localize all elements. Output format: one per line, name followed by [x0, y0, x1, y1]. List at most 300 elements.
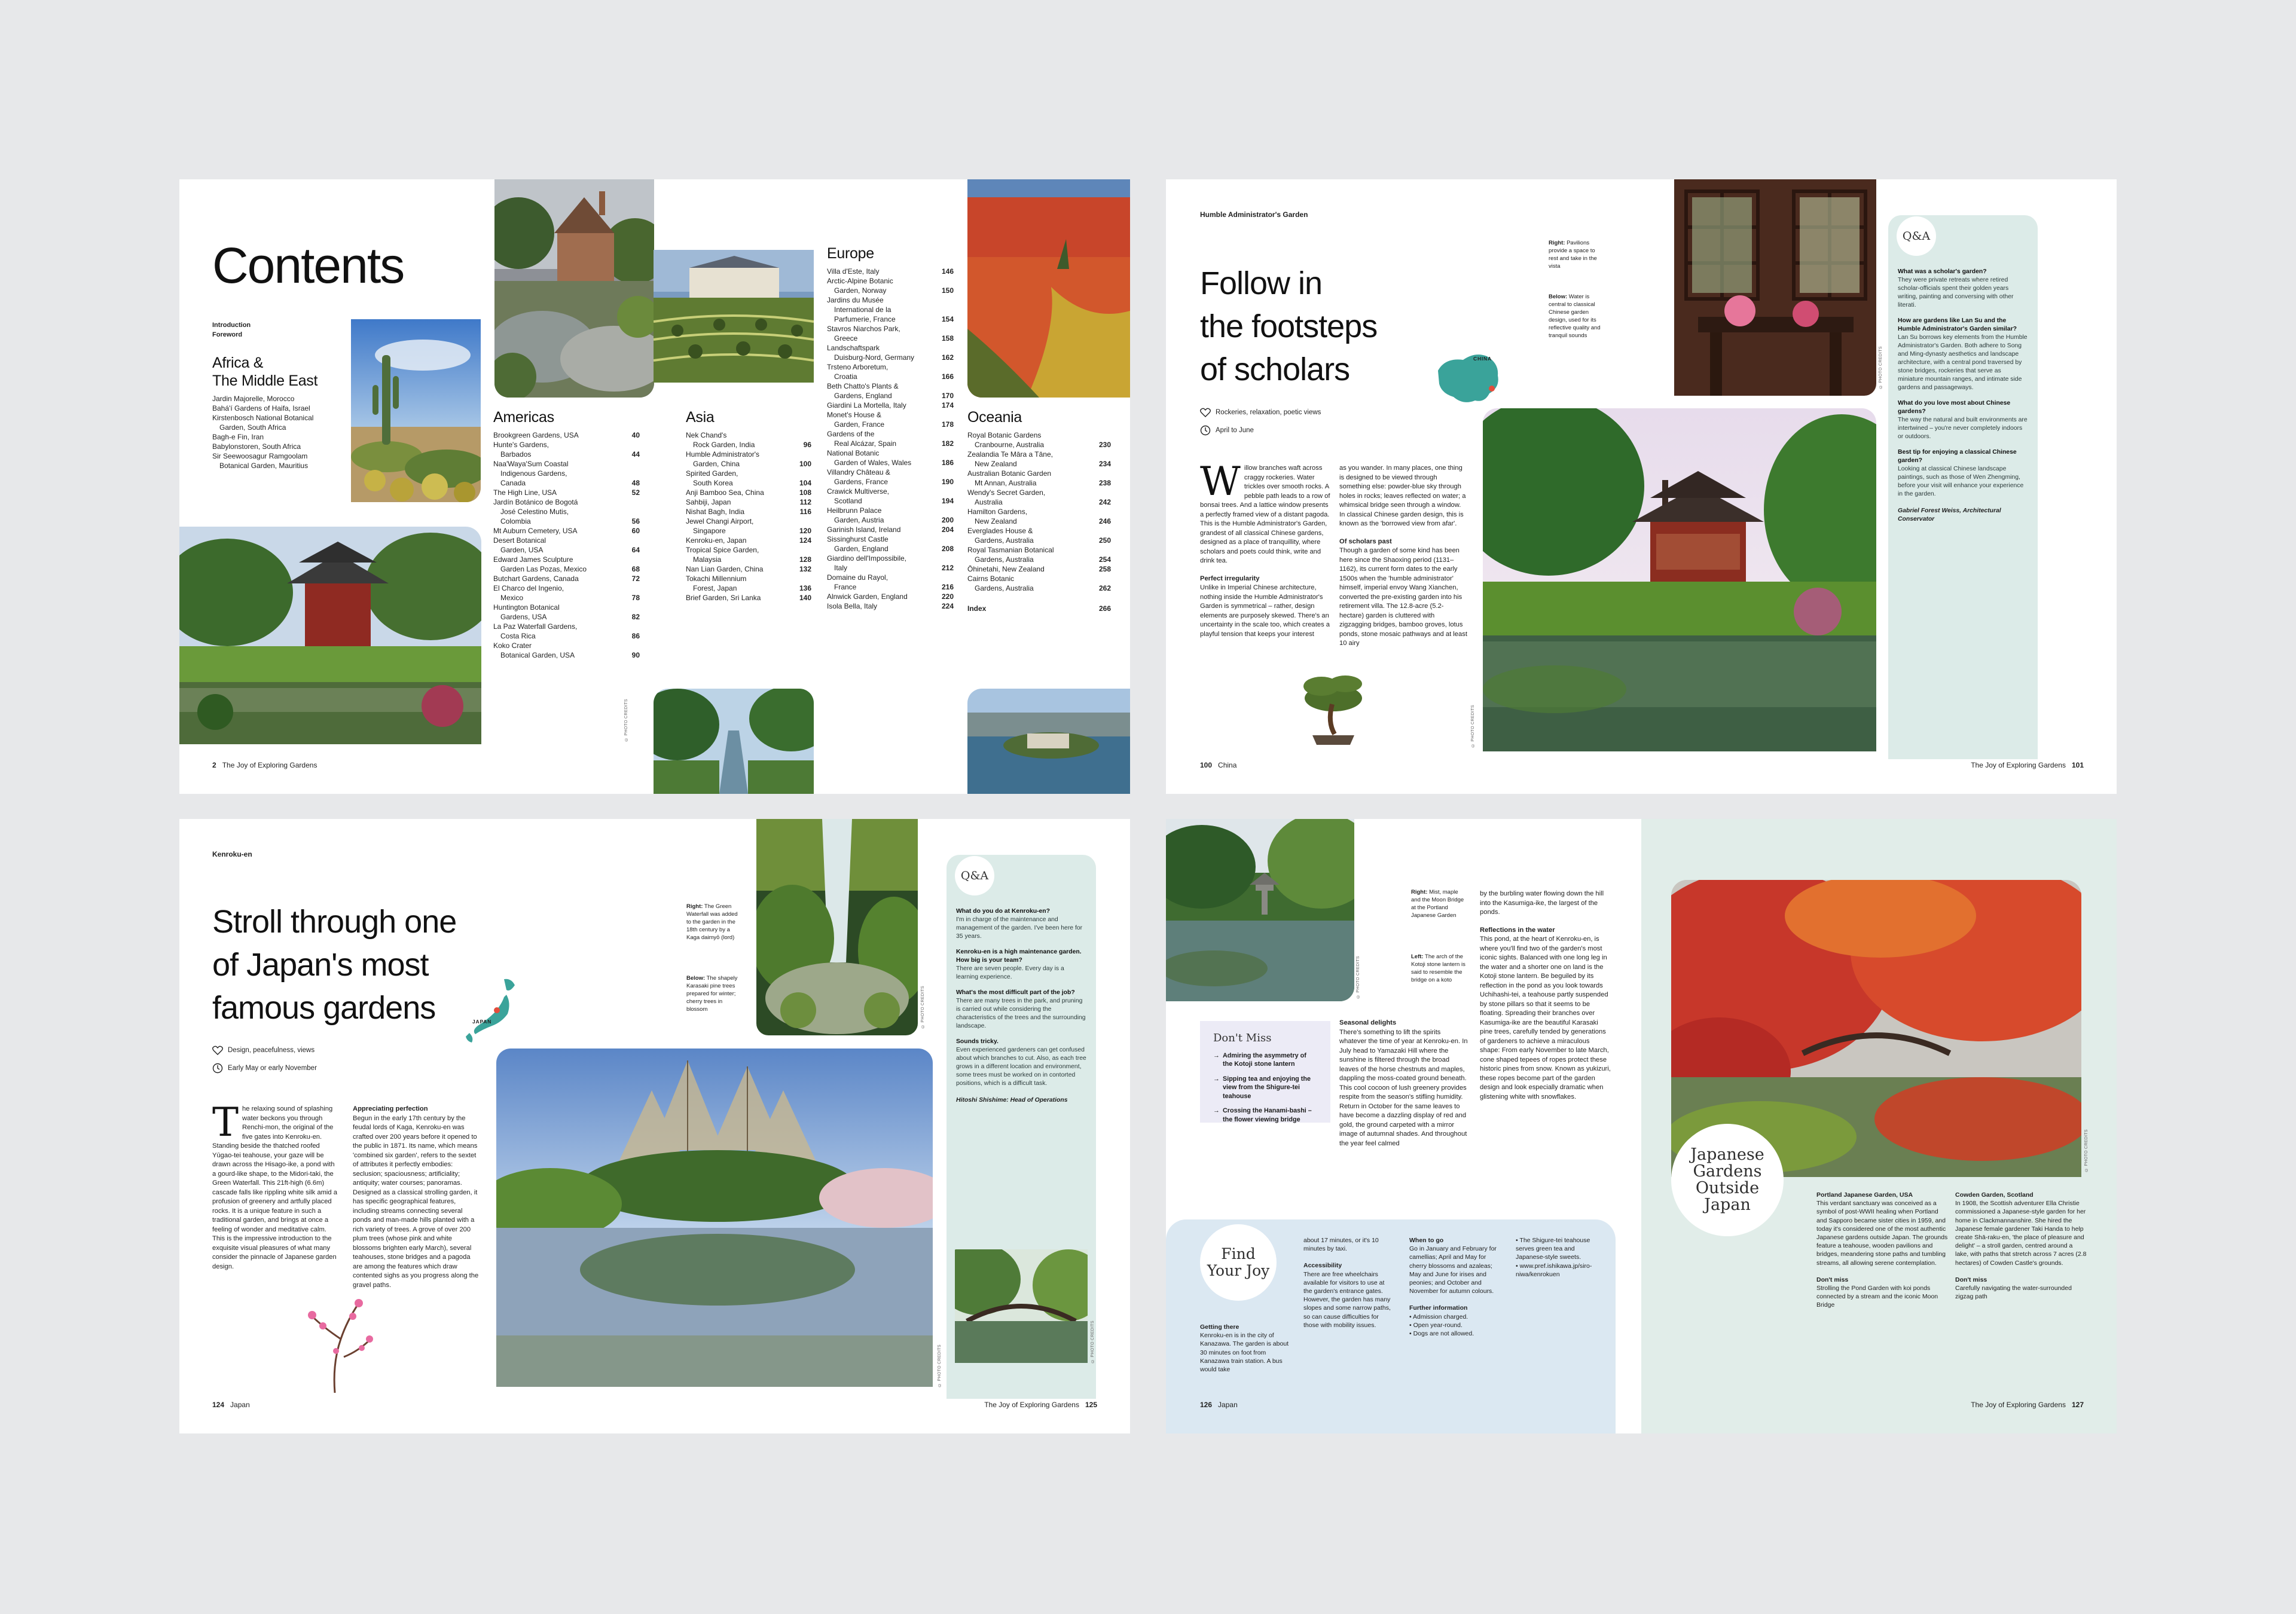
toc-row[interactable]	[493, 507, 640, 516]
toc-row[interactable]	[827, 525, 954, 534]
toc-row[interactable]	[212, 451, 371, 461]
toc-entry-name: France	[834, 583, 857, 591]
toc-row[interactable]	[493, 555, 640, 564]
toc-entry-name: Garden Las Pozas, Mexico	[500, 565, 587, 573]
bullet-item: • Dogs are not allowed.	[1409, 1330, 1474, 1338]
qa-answer: They were private retreats where retired scholar-officials spent their golden years writing, painting and conversing with other literati.	[1898, 277, 2014, 308]
toc-row[interactable]	[212, 432, 371, 442]
getting-there: Getting there Kenroku-en is in the city of Kanazawa. The garden is about 30 minutes on foot from Kanazawa train station. A bus would take	[1200, 1323, 1289, 1374]
toc-row[interactable]	[686, 593, 811, 603]
toc-entry-name: Nek Chand's	[686, 431, 727, 439]
contents-title: Contents	[212, 237, 404, 294]
toc-row-index[interactable]: Index 266	[967, 604, 1111, 613]
toc-entry-name: Bagh-e Fin, Iran	[212, 433, 264, 441]
toc-entry-page	[625, 459, 640, 469]
toc-row[interactable]	[686, 497, 811, 507]
toc-entry-name: Parfumerie, France	[834, 315, 896, 323]
toc-entry-name: Everglades House &	[967, 527, 1033, 535]
toc-row[interactable]	[493, 469, 640, 478]
toc-entry-name: Zealandia Te Māra a Tāne,	[967, 450, 1053, 458]
toc-entry-page	[939, 506, 954, 515]
toc-row[interactable]	[827, 314, 954, 324]
toc-entry-name: Barbados	[500, 450, 532, 458]
toc-entry-page	[625, 603, 640, 612]
toc-row[interactable]	[967, 526, 1111, 536]
running-head: Kenroku-en	[212, 850, 252, 858]
toc-entry-name: Arctic-Alpine Botanic	[827, 277, 893, 285]
toc-entry-page	[797, 450, 811, 459]
toc-entry-page: 224	[941, 602, 954, 610]
toc-entry-page: 186	[941, 458, 954, 467]
toc-row[interactable]	[827, 334, 954, 343]
toc-row[interactable]	[493, 430, 640, 440]
toc-row[interactable]	[827, 506, 954, 515]
clock-icon	[212, 1062, 228, 1074]
toc-entry-name: Gardens of the	[827, 430, 875, 438]
toc-row[interactable]	[967, 574, 1111, 583]
toc-entry-page: 124	[799, 536, 811, 545]
toc-entry-page: 250	[1098, 536, 1111, 545]
toc-row[interactable]	[827, 295, 954, 305]
toc-entry-name: Villandry Château &	[827, 468, 890, 476]
toc-row[interactable]	[827, 410, 954, 420]
toc-row[interactable]	[827, 573, 954, 582]
folio-right: The Joy of Exploring Gardens 101	[1971, 761, 2084, 769]
toc-entry-name: Nan Lian Garden, China	[686, 565, 764, 573]
folio-left: 126 Japan	[1200, 1401, 1238, 1409]
toc-row[interactable]	[827, 487, 954, 496]
toc-row[interactable]	[686, 516, 811, 526]
toc-row[interactable]	[686, 564, 811, 574]
folio-right: The Joy of Exploring Gardens 125	[984, 1401, 1097, 1409]
toc-entry-page: 254	[1098, 555, 1111, 564]
toc-row[interactable]	[493, 488, 640, 497]
toc-row[interactable]	[827, 448, 954, 458]
toc-row[interactable]	[493, 622, 640, 631]
toc-entry-page: 162	[941, 353, 954, 362]
toc-row[interactable]	[493, 574, 640, 583]
toc-row[interactable]	[493, 440, 640, 450]
toc-row[interactable]	[827, 267, 954, 276]
toc-entry-page	[625, 583, 640, 593]
toc-entry-name: International de la	[834, 305, 891, 314]
toc-row[interactable]	[686, 478, 811, 488]
toc-entry-page: 96	[803, 441, 811, 449]
toc-entry-page	[625, 497, 640, 507]
toc-entry-page	[625, 536, 640, 545]
toc-entry-page: 234	[1098, 460, 1111, 468]
japan-locator-map	[451, 967, 535, 1051]
toc-entry-name: Giardini La Mortella, Italy	[827, 401, 906, 409]
toc-entry-page: 82	[631, 613, 640, 621]
toc-entry-name: Crawick Multiverse,	[827, 487, 890, 496]
toc-entry-page	[939, 554, 954, 563]
toc-entry-name: Villa d'Este, Italy	[827, 267, 880, 276]
toc-entry-name: The High Line, USA	[493, 488, 557, 497]
toc-row[interactable]	[827, 276, 954, 286]
toc-entry-name: Beth Chatto's Plants &	[827, 382, 899, 390]
chateau-garden-photo	[654, 250, 814, 383]
bullet-item: • The Shigure-tei teahouse serves green tea and Japanese-style sweets.	[1516, 1237, 1590, 1261]
qa-answer: There are many trees in the park, and pruning is carried out while considering the characteristics of the trees and the surrounding landscape.	[956, 998, 1086, 1029]
toc-entry-page: 86	[631, 632, 640, 640]
toc-row[interactable]	[827, 439, 954, 448]
toc-entry-page: 78	[631, 594, 640, 602]
meta-when: April to June	[1200, 424, 1254, 436]
toc-row[interactable]	[967, 459, 1111, 469]
toc-row[interactable]	[827, 381, 954, 391]
toc-row[interactable]	[493, 612, 640, 622]
toc-entry-name: Sahbiji, Japan	[686, 498, 731, 506]
toc-entry-name: Gardens, Australia	[975, 555, 1034, 564]
toc-entry-name: Hunte's Gardens,	[493, 441, 549, 449]
toc-row[interactable]	[827, 401, 954, 410]
toc-entry-page: 178	[941, 420, 954, 429]
toc-entry-page	[939, 573, 954, 582]
toc-row[interactable]	[686, 545, 811, 555]
humble-administrator-spread	[1166, 179, 2117, 794]
toc-entry-page	[625, 641, 640, 650]
toc-row[interactable]	[686, 469, 811, 478]
toc-row[interactable]	[967, 440, 1111, 450]
toc-row[interactable]	[967, 516, 1111, 526]
pavilion-pond-photo	[1483, 408, 1876, 751]
toc-entry-page: 212	[941, 564, 954, 572]
toc-entry-page	[797, 574, 811, 583]
qa-answer: Even experienced gardeners can get confused about which branches to cut. Also, as each tree grows in a different location and environment, some trees must be worked on in contorted positions, which is a difficult task.	[956, 1047, 1086, 1087]
toc-entry-name: Garden, France	[834, 420, 885, 429]
photo-credit: © PHOTO CREDITS	[1356, 956, 1360, 998]
toc-entry-page: 52	[631, 488, 640, 497]
toc-row[interactable]	[493, 593, 640, 603]
toc-entry-name: Colombia	[500, 517, 531, 525]
toc-row[interactable]	[212, 394, 371, 404]
kotoji-lantern-photo	[1166, 819, 1354, 1001]
toc-row[interactable]	[686, 440, 811, 450]
toc-entry-name: Tokachi Millennium	[686, 574, 747, 583]
toc-row[interactable]	[686, 507, 811, 516]
toc-row[interactable]	[827, 343, 954, 353]
toc-section-americas: Americas Brookgreen Gardens, USA 40 Hunte's Gardens, Barbados 44 Naa'Waya'Sum Coastal Indigenous Gardens, Canada 48 The High Line, USA 52 Jardín Botánico de Bogotá José Celestino Mutis, Colombia 56 Mt Auburn Cemetery, USA 60 Desert Botanical Garden, USA 64 Edward James Sculpture Garden Las Pozas, Mexico 68 Butchart Gardens, Canada 72 El Charco del Ingenio, Mexico 78 Huntington Botanical Gardens, USA 82 La Paz Waterfall Gardens, Costa Rica 86 Koko Crater Botanical Garden, USA 90	[493, 409, 640, 659]
folio-right: The Joy of Exploring Gardens 127	[1971, 1401, 2084, 1409]
toc-entry-page: 238	[1098, 479, 1111, 487]
toc-entry-name: Domaine du Rayol,	[827, 573, 889, 582]
qa-question: Best tip for enjoying a classical Chinese garden?	[1898, 449, 2017, 464]
toc-entry-name: Botanical Garden, USA	[500, 651, 575, 659]
side-panel-title: Japanese Gardens Outside Japan	[1671, 1124, 1784, 1236]
photo-credit: © PHOTO CREDITS	[2084, 1129, 2089, 1172]
toc-entry-page	[939, 276, 954, 286]
toc-row[interactable]	[493, 526, 640, 536]
toc-row[interactable]	[827, 458, 954, 467]
toc-row[interactable]	[686, 536, 811, 545]
toc-row[interactable]	[686, 488, 811, 497]
toc-entry-page: 166	[941, 372, 954, 381]
toc-entry-name: Jardins du Musée	[827, 296, 884, 304]
toc-row[interactable]	[212, 442, 371, 451]
toc-entry-name: Garden of Wales, Wales	[834, 458, 912, 467]
toc-entry-page: 150	[941, 286, 954, 295]
toc-row[interactable]	[493, 450, 640, 459]
toc-entry-name: La Paz Waterfall Gardens,	[493, 622, 578, 631]
toc-entry-name: Trsteno Arboretum,	[827, 363, 889, 371]
toc-row[interactable]	[493, 583, 640, 593]
toc-row[interactable]: Introduction	[212, 322, 251, 329]
toc-row[interactable]	[827, 563, 954, 573]
toc-entry-name: Ōhinetahi, New Zealand	[967, 565, 1045, 573]
dont-miss-box	[1200, 1021, 1330, 1123]
photo-credit: © PHOTO CREDITS	[1471, 705, 1475, 747]
toc-row[interactable]	[827, 372, 954, 381]
toc-row[interactable]	[686, 574, 811, 583]
cowden-entry: Cowden Garden, Scotland In 1908, the Scottish adventurer Ella Christie commissioned a Japanese-style garden for her home in Clackmannanshire. She hired the Japanese female gardener Taki Handa to help create Shā-raku-en, 'the place of pleasure and delight' – a stroll garden, centred around a lake, with paths that stretch across 7 acres (2.8 hectares) of Cowden Castle's grounds. Don't miss Carefully navigating the water-surrounded zigzag path	[1955, 1191, 2087, 1301]
toc-entry-name: New Zealand	[975, 517, 1017, 525]
portland-entry: Portland Japanese Garden, USA This verdant sanctuary was conceived as a symbol of post-WWII healing when Portland and Sapporo became sister cities in 1959, and today it's considered one of the most authentic Japanese gardens outside Japan. The grounds feature a teahouse, wooden pavilions and bridges, meandering stone paths and tumbling streams, all allowing serene contemplation. Don't miss Strolling the Pond Garden with koi ponds connected by a stream and the iconic Moon Bridge	[1816, 1191, 1948, 1309]
caption-below: Below: Water is central to classical Chinese garden design, used for its reflective quality and tranquil sounds	[1549, 294, 1601, 339]
toc-entry-name: Australian Botanic Garden	[967, 469, 1052, 478]
toc-row[interactable]	[967, 430, 1111, 440]
article-column-1: The relaxing sound of splashing water beckons you through Renchi-mon, the original of the five gates into Kenroku-en. Standing beside the thatched roofed Yūgao-tei teahouse, your gaze will be drawn across the Hisago-ike, a pond with a gourd-like shape, to the Midori-taki, the Green Waterfall. This 21ft-high (6.6m) cascade falls like rippling white silk amid a profusion of greenery and artfully placed rocks. It is a unique feature in such a traditional garden, and brings at once a feeling of wonder and meditative calm. This is the impressive introduction to the exquisite visual pleasures of what many consider the pinnacle of Japanese garden design.	[212, 1099, 337, 1270]
toc-row[interactable]	[827, 391, 954, 401]
article-column-2: Appreciating perfection Begun in the early 17th century by the feudal lords of Kaga, Kenroku-en was crafted over 200 years before it opened to the public in 1871. Its name, which means 'combined six garden', refers to the sextet of attributes it perfectly embodies: seclusion; spaciousness; artificiality; antiquity; water courses; panoramas. Designed as a classical strolling garden, it has specific geographical features, including streams connecting several ponds and man-made hills planted with a rich variety of trees. A grove of over 200 plum trees (whose pink and white blossoms brighten early March), several teahouses, stone bridges and a pagoda are among the features which draw contented sighs as you progress along the gravel paths.	[353, 1105, 479, 1289]
toc-entry-name: Botanical Garden, Mauritius	[219, 461, 309, 470]
toc-entry-name: Kirstenbosch National Botanical	[212, 414, 314, 422]
toc-row[interactable]	[827, 544, 954, 554]
toc-entry-name: Heilbrunn Palace	[827, 506, 882, 515]
toc-row[interactable]	[967, 555, 1111, 564]
bullet-item: • Admission charged.	[1409, 1313, 1468, 1320]
cottage-garden-photo	[494, 179, 654, 398]
toc-row[interactable]	[967, 469, 1111, 478]
photo-credit: © PHOTO CREDITS	[938, 1344, 942, 1387]
toc-entry-name: Italy	[834, 564, 848, 572]
photo-credit: © PHOTO CREDITS	[921, 986, 925, 1028]
bonsai-photo	[1297, 662, 1369, 752]
arrow-right-icon: →	[1213, 1075, 1220, 1083]
toc-entry-page	[939, 305, 954, 314]
heather-landscape-photo	[967, 179, 1130, 398]
toc-entry-name: Costa Rica	[500, 632, 536, 640]
toc-entry-name: Kenroku-en, Japan	[686, 536, 747, 545]
toc-entry-page	[625, 440, 640, 450]
toc-row[interactable]	[967, 564, 1111, 574]
toc-entry-page: 246	[1098, 517, 1111, 525]
toc-entry-name: Indigenous Gardens,	[500, 469, 567, 478]
toc-row[interactable]	[967, 450, 1111, 459]
toc-entry-page	[797, 545, 811, 555]
toc-entry-page: 108	[799, 488, 811, 497]
toc-row[interactable]	[967, 488, 1111, 497]
toc-row[interactable]	[827, 353, 954, 362]
toc-entry-name: Humble Administrator's	[686, 450, 759, 458]
qa-panel: What do you do at Kenroku-en? I'm in charge of the maintenance and management of the garden. I've been here for 35 years. Kenroku-en is a high maintenance garden. How big is your team? There are seven people. Every day is a learning experience. What's the most difficult part of the job? There are many trees in the park, and pruning is carried out while considering the characteristics of the trees and the surrounding landscape. Sounds tricky. Even experienced gardeners can get confused about which branches to cut. Also, as each tree grows in a different location and environment, some trees must be worked on in contorted positions, which is a difficult task. Hitoshi Shishime: Head of Operations	[947, 855, 1096, 1399]
toc-row[interactable]	[493, 536, 640, 545]
toc-entry-page: 146	[941, 267, 954, 276]
toc-entry-page: 204	[941, 525, 954, 534]
qa-question: Kenroku-en is a high maintenance garden. How big is your team?	[956, 949, 1082, 964]
toc-row[interactable]	[827, 362, 954, 372]
toc-row[interactable]	[493, 516, 640, 526]
toc-row[interactable]	[827, 324, 954, 334]
toc-entry-page	[939, 410, 954, 420]
toc-row[interactable]	[212, 404, 371, 413]
toc-row[interactable]	[967, 507, 1111, 516]
toc-entry-name: Royal Tasmanian Botanical	[967, 546, 1054, 554]
toc-entry-name: Nishat Bagh, India	[686, 508, 745, 516]
toc-row[interactable]	[686, 450, 811, 459]
toc-entry-page: 128	[799, 555, 811, 564]
toc-entry-page: 170	[941, 392, 954, 400]
toc-row[interactable]	[827, 429, 954, 439]
toc-intro	[212, 320, 371, 340]
toc-entry-name: Hamilton Gardens,	[967, 508, 1028, 516]
toc-row[interactable]	[827, 305, 954, 314]
toc-row[interactable]	[686, 583, 811, 593]
toc-entry-name: Babylonstoren, South Africa	[212, 442, 301, 451]
meta-tags: Design, peacefulness, views	[212, 1044, 315, 1056]
toc-entry-name: Garden, Norway	[834, 286, 887, 295]
toc-entry-name: Wendy's Secret Garden,	[967, 488, 1046, 497]
toc-entry-page: 174	[941, 401, 954, 409]
toc-entry-page: 100	[799, 460, 811, 468]
toc-row[interactable]	[212, 423, 371, 432]
toc-row[interactable]	[827, 534, 954, 544]
toc-entry-page: 132	[799, 565, 811, 573]
toc-entry-page: 44	[631, 450, 640, 458]
toc-row[interactable]	[493, 545, 640, 555]
qa-question: What was a scholar's garden?	[1898, 268, 1987, 275]
toc-row[interactable]: Foreword	[212, 331, 243, 338]
toc-row[interactable]	[493, 497, 640, 507]
article-title: Follow in the footsteps of scholars	[1200, 265, 1378, 387]
toc-entry-name: Forest, Japan	[693, 584, 737, 592]
toc-row[interactable]	[827, 554, 954, 563]
toc-row[interactable]	[827, 515, 954, 525]
toc-entry-name: El Charco del Ingenio,	[493, 584, 564, 592]
qa-answer: I'm in charge of the maintenance and management of the garden. I've been here for 35 years.	[956, 916, 1083, 940]
dont-miss-item	[1213, 1106, 1317, 1124]
toc-row[interactable]	[493, 650, 640, 660]
toc-entry-name: Australia	[975, 498, 1003, 506]
toc-row[interactable]	[686, 459, 811, 469]
toc-entry-name: Garden, Austria	[834, 516, 884, 524]
toc-row[interactable]	[827, 467, 954, 477]
toc-entry-page	[1097, 469, 1111, 478]
karasaki-pine-photo	[496, 1049, 933, 1387]
qa-panel: What was a scholar's garden? They were private retreats where retired scholar-officials spent their golden years writing, painting and conversing with other literati. How are gardens like Lan Su and the Humble Administrator's Garden similar? Lan Su borrows key elements from the Humble Administrator's Garden. Both adhere to Song and Ming-dynasty aesthetics and landscape architecture, with a central pond traversed by stone bridges, rockeries that serve as miniature mountain ranges, and intimate side gardens and passageways. What do you love most about Chinese gardens? The way the natural and built environments are intertwined – you're never completely indoors or outdoors. Best tip for enjoying a classical Chinese garden? Looking at classical Chinese landscape paintings, such as those of Wen Zhengming, before your visit will enhance your experience in the garden. Gabriel Forest Weiss, Architectural Conservator	[1888, 215, 2038, 759]
toc-row[interactable]	[827, 592, 954, 601]
dropcap: T	[212, 1099, 239, 1145]
toc-entry-name: Malaysia	[693, 555, 722, 564]
toc-row[interactable]	[493, 478, 640, 488]
toc-entry-name: Garden, South Africa	[219, 423, 286, 432]
toc-row[interactable]	[967, 497, 1111, 507]
toc-row[interactable]	[827, 496, 954, 506]
toc-row[interactable]	[493, 631, 640, 641]
toc-row[interactable]	[967, 583, 1111, 593]
toc-row[interactable]	[493, 603, 640, 612]
qa-answer: Lan Su borrows key elements from the Humble Administrator's Garden. Both adhere to Song and Ming-dynasty aesthetics and landscape architecture, with a central pond traversed by stone bridges, rockeries that serve as miniature mountain ranges, and intimate side gardens and passageways.	[1898, 334, 2028, 391]
toc-row[interactable]	[686, 526, 811, 536]
toc-entry-name: South Korea	[693, 479, 733, 487]
toc-entry-page	[797, 430, 811, 440]
toc-row[interactable]	[493, 564, 640, 574]
toc-entry-page: 56	[631, 517, 640, 525]
toc-entry-page: 182	[941, 439, 954, 448]
toc-row[interactable]	[493, 459, 640, 469]
toc-entry-name: Greece	[834, 334, 858, 343]
toc-row[interactable]	[827, 420, 954, 429]
toc-row[interactable]	[686, 555, 811, 564]
dont-miss-item	[1213, 1051, 1317, 1069]
toc-row[interactable]	[967, 536, 1111, 545]
meta-tags: Rockeries, relaxation, poetic views	[1200, 406, 1321, 418]
article-column-2: by the burbling water flowing down the hill into the Kasumiga-ike, the largest of the ponds. Reflections in the water This pond, at the heart of Kenroku-en, is where you'll find two of the garden's most iconic sights. Balanced with one long leg in the water and a shorter one on land is the Kotoji stone lantern. Be beguiled by its reflection in the pond as you look towards Uchihashi-tei, a teahouse partly suspended by stone pillars so that it seems to be floating. Spreading their branches over Kasumiga-ike are the beautiful Karasaki pine trees, carefully tended by generations of gardeners to achieve a miraculous shape: From early November to late March, cone shaped tepees of ropes protect these historic pines from snow. Known as yukizuri, these ropes become part of the garden design and look especially dramatic when glistening white with snowflakes.	[1480, 890, 1611, 1101]
toc-entry-page	[625, 622, 640, 631]
toc-entry-page	[625, 507, 640, 516]
toc-entry-name: Brief Garden, Sri Lanka	[686, 594, 761, 602]
folio-left: 2 The Joy of Exploring Gardens	[212, 761, 317, 769]
toc-entry-page	[939, 362, 954, 372]
toc-row[interactable]	[827, 582, 954, 592]
toc-entry-page	[1097, 488, 1111, 497]
toc-row[interactable]	[827, 477, 954, 487]
toc-entry-name: Jardín Botánico de Bogotá	[493, 498, 578, 506]
article-column-1: Willow branches waft across craggy rockeries. Water trickles over smooth rocks. A pebble path leads to a row of bonsai trees. And a lattice window presents a perfectly framed view of a distant pagoda. This is the Humble Administrator's Garden, grandest of all classical Chinese gardens, designed as a place of tranquillity, where scholars and poets could think, write and drink tea. Perfect irregularity Unlike in Imperial Chinese architecture, nothing inside the Humble Administrator's Garden is symmetrical – rather, design elements are purposely skewed. There's an uncertainty in the scale too, which creates a playful tension that keeps your interest	[1200, 458, 1330, 638]
pavilion-interior-photo	[1674, 179, 1876, 396]
bullet-item: • Open year-round.	[1409, 1321, 1463, 1329]
article-column-1: Seasonal delights There's something to lift the spirits whatever the time of year at Kenroku-en. In July head to Yamazaki Hill where the sunshine is filtered through the broad leaves of the horse chestnuts and maples, dappling the moss-coated ground beneath. This cool cocoon of lush greenery provides respite from the season's stifling humidity. Return in October for the same leaves to have become a dazzling display of red and gold, the ground carpeted with a mirror image of autumnal shades. And throughout the year feel calmed	[1339, 1019, 1468, 1147]
dont-miss-text: Crossing the Hanami-bashi – the flower viewing bridge	[1223, 1107, 1312, 1123]
pagoda-garden-photo	[179, 527, 481, 744]
garden-bridge-photo	[955, 1249, 1088, 1363]
toc-entry-page	[1097, 450, 1111, 459]
toc-entry-name: Garden, China	[693, 460, 740, 468]
toc-section-europe: Europe Villa d'Este, Italy 146 Arctic-Alpine Botanic Garden, Norway 150 Jardins du Musée International de la Parfumerie, France 154 Stavros Niarchos Park, Greece 158 Landschaftspark Duisburg-Nord, Germany 162 Trsteno Arboretum, Croatia 166 Beth Chatto's Plants & Gardens, England 170 Giardini La Mortella, Italy 174 Monet's House & Garden, France 178 Gardens of the Real Alcázar, Spain 182 National Botanic Garden of Wales, Wales 186 Villandry Château & Gardens, France 190 Crawick Multiverse, Scotland 194 Heilbrunn Palace Garden, Austria 200 Garinish Island, Ireland 204 Sissinghurst Castle Garden, England 208 Giardino dell'Impossibile, Italy 212 Domaine du Rayol, France 216 Alnwick Garden, England 220 Isola Bella, Italy 224	[827, 245, 954, 610]
toc-entry-name: Gardens, Australia	[975, 584, 1034, 592]
toc-entry-page	[939, 295, 954, 305]
toc-row[interactable]	[212, 461, 371, 470]
toc-entry-page	[1097, 574, 1111, 583]
caption-right: Right: Mist, maple and the Moon Bridge at the Portland Japanese Garden	[1411, 889, 1464, 919]
toc-entry-name: Naa'Waya'Sum Coastal	[493, 460, 569, 468]
dont-miss-text: Admiring the asymmetry of the Kotoji stone lantern	[1223, 1051, 1306, 1068]
toc-row[interactable]	[686, 430, 811, 440]
qa-badge: Q&A	[1897, 216, 1936, 256]
toc-row[interactable]	[967, 545, 1111, 555]
toc-row[interactable]	[967, 478, 1111, 488]
map-label-china: CHINA	[1473, 356, 1492, 362]
toc-entry-page	[797, 516, 811, 526]
toc-row[interactable]	[493, 641, 640, 650]
toc-entry-page	[1097, 526, 1111, 536]
qa-question: How are gardens like Lan Su and the Humble Administrator's Garden similar?	[1898, 317, 2017, 332]
toc-entry-name: Gardens, France	[834, 478, 889, 486]
toc-row[interactable]	[827, 286, 954, 295]
toc-entry-name: New Zealand	[975, 460, 1017, 468]
toc-entry-page	[939, 381, 954, 391]
toc-entry-name: Gardens, England	[834, 392, 892, 400]
toc-entry-page: 242	[1098, 498, 1111, 506]
toc-entry-page: 230	[1098, 441, 1111, 449]
toc-entry-page: 140	[799, 594, 811, 602]
toc-entry-name: Mexico	[500, 594, 524, 602]
toc-row[interactable]	[827, 601, 954, 611]
toc-entry-page: 48	[631, 479, 640, 487]
toc-row[interactable]	[212, 413, 371, 423]
arrow-right-icon: →	[1213, 1051, 1220, 1059]
toc-entry-page: 60	[631, 527, 640, 535]
